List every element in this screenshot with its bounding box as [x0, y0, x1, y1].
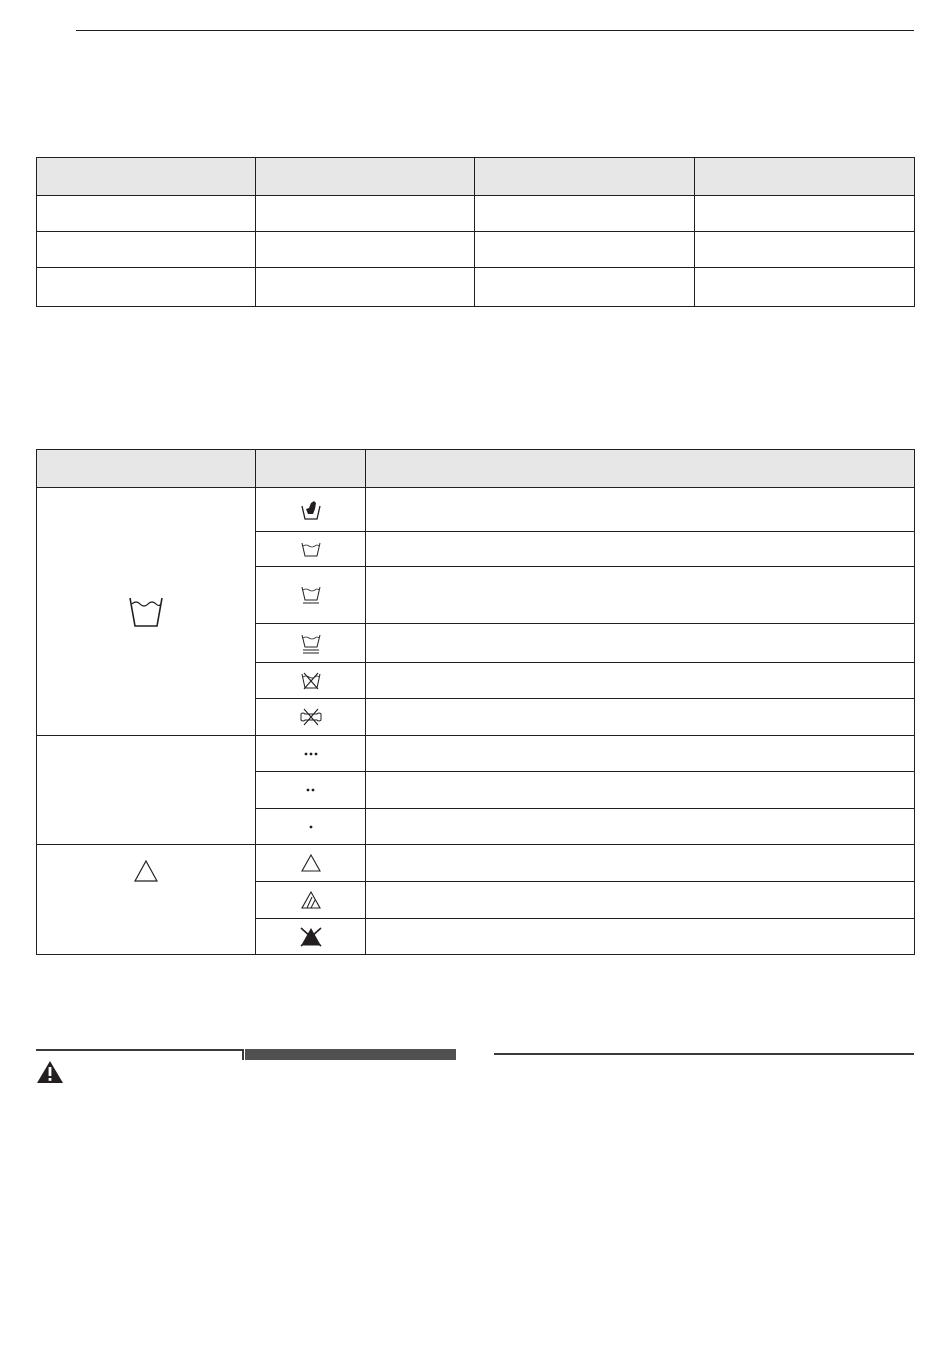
- symbol-cell: [256, 772, 366, 809]
- description-cell: [366, 567, 915, 624]
- table-cell: [37, 268, 256, 307]
- one-dot-icon: [308, 824, 314, 830]
- header-cell: [475, 158, 695, 196]
- warning-section-divider: [242, 1049, 244, 1060]
- table-cell: [37, 232, 256, 268]
- do-not-bleach-icon: [298, 926, 324, 948]
- table-row: [37, 488, 915, 532]
- symbol-cell: [256, 809, 366, 845]
- description-cell: [366, 845, 915, 882]
- header-rule: [76, 30, 914, 31]
- bleach-triangle-icon: [133, 859, 159, 883]
- wash-basin-icon: [301, 541, 321, 557]
- table-row: [37, 268, 915, 307]
- table-cell: [475, 268, 695, 307]
- description-cell: [366, 663, 915, 699]
- info-table: [36, 157, 915, 307]
- table-cell: [256, 268, 475, 307]
- description-cell: [366, 809, 915, 845]
- table-row: [37, 232, 915, 268]
- warning-icon: [36, 1060, 64, 1084]
- bleach-any-icon: [300, 853, 322, 873]
- description-cell: [366, 882, 915, 919]
- table-cell: [37, 196, 256, 232]
- symbol-cell: [256, 488, 366, 532]
- description-cell: [366, 919, 915, 955]
- care-symbols-table: [36, 449, 915, 955]
- wash-group-cell: [37, 488, 256, 736]
- symbol-cell: [256, 736, 366, 772]
- symbol-cell: [256, 567, 366, 624]
- header-cell: [366, 450, 915, 488]
- table-cell: [256, 196, 475, 232]
- symbol-cell: [256, 919, 366, 955]
- symbol-cell: [256, 699, 366, 736]
- symbol-cell: [256, 663, 366, 699]
- do-not-wash-icon: [301, 672, 321, 690]
- table-header-row: [37, 450, 915, 488]
- table-cell: [695, 268, 915, 307]
- bleach-non-chlorine-icon: [300, 890, 322, 910]
- header-cell: [37, 158, 256, 196]
- table-cell: [256, 232, 475, 268]
- header-cell: [256, 158, 475, 196]
- table-header-row: [37, 158, 915, 196]
- symbol-cell: [256, 624, 366, 663]
- warning-section-rule: [36, 1049, 242, 1051]
- table-cell: [475, 196, 695, 232]
- description-cell: [366, 736, 915, 772]
- three-dots-icon: [303, 751, 319, 757]
- table-row: [37, 845, 915, 882]
- description-cell: [366, 532, 915, 567]
- hand-wash-icon: [300, 499, 322, 521]
- table-row: [37, 736, 915, 772]
- wash-very-gentle-icon: [301, 633, 321, 654]
- two-dots-icon: [305, 787, 316, 793]
- symbol-cell: [256, 882, 366, 919]
- symbol-cell: [256, 845, 366, 882]
- table-cell: [475, 232, 695, 268]
- description-cell: [366, 699, 915, 736]
- table-cell: [695, 232, 915, 268]
- table-cell: [695, 196, 915, 232]
- symbol-cell: [256, 532, 366, 567]
- table-row: [37, 196, 915, 232]
- header-cell: [256, 450, 366, 488]
- description-cell: [366, 624, 915, 663]
- bleach-group-cell: [37, 845, 256, 955]
- do-not-wring-icon: [299, 708, 323, 726]
- wash-basin-icon: [128, 595, 164, 629]
- right-column-rule: [494, 1053, 914, 1055]
- description-cell: [366, 488, 915, 532]
- description-cell: [366, 772, 915, 809]
- temperature-group-cell: [37, 736, 256, 845]
- header-cell: [37, 450, 256, 488]
- warning-header-bar: [245, 1049, 456, 1060]
- wash-gentle-icon: [301, 585, 321, 605]
- header-cell: [695, 158, 915, 196]
